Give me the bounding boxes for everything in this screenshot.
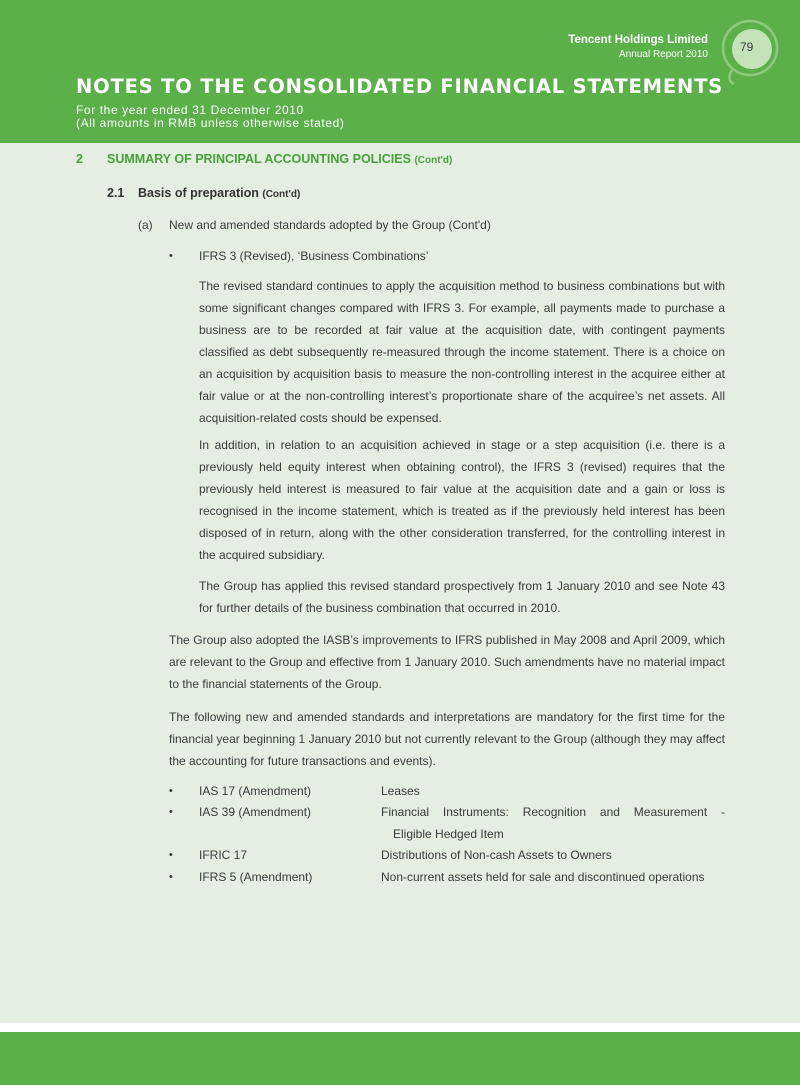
bullet-icon: • [169, 806, 173, 818]
subsection-title [138, 186, 300, 200]
improvements-paragraph: The Group also adopted the IASB’s improvements to IFRS published in May 2008 and April 2009, which are relevant to the Group and effective from 1 January 2010. Such amendments have no material impact to the financial statements of the Group. [169, 633, 725, 691]
bullet-icon: • [169, 250, 173, 262]
section-title-text: SUMMARY OF PRINCIPAL ACCOUNTING POLICIES [107, 152, 411, 166]
section-title [107, 152, 452, 166]
subtitle-period: For the year ended 31 December 2010 [76, 103, 304, 117]
page-footer [0, 1032, 800, 1085]
item-a-text: New and amended standards adopted by the Group (Cont'd) [169, 218, 491, 232]
item-a-label: (a) [138, 218, 153, 232]
ifrs3-paragraph-1: The revised standard continues to apply the acquisition method to business combinations but with some significant changes compared with IFRS 3. For example, all payments made to purchase a business are to be recorded at fair value at the acquisition date, with contingent payments classified as debt subsequently re-measured through the income statement. There is a choice on an acquisition by acquisition basis to measure the non-controlling interest in the acquiree either at fair value or at the non-controlling interest’s proportionate share of the acquiree’s net assets. All acquisition-related costs should be expensed. [199, 279, 725, 425]
subsection-number: 2.1 [107, 186, 125, 200]
subsection-title-text: Basis of preparation [138, 186, 259, 200]
mandatory-standards-paragraph: The following new and amended standards and interpretations are mandatory for the first time for the financial year beginning 1 January 2010 but not currently relevant to the Group (although they may affect the accounting for future transactions and events). [169, 710, 725, 768]
page-number: 79 [740, 40, 754, 54]
standard-description: Distributions of Non-cash Assets to Owners [381, 848, 612, 862]
section-contd: (Cont'd) [414, 155, 453, 166]
ifrs3-paragraph-2: In addition, in relation to an acquisition achieved in stage or a step acquisition (i.e. there is a previously held equity interest when obtaining control), the IFRS 3 (revised) requires that the previously held interest is measured to fair value at the acquisition date and a gain or loss is recognised in the income statement, which is treated as if the previously held interest has been disposed of in return, along with the other consideration transferred, for the controlling interest in the acquired subsidiary. [199, 438, 725, 562]
report-name: Annual Report 2010 [619, 49, 708, 60]
section-number: 2 [76, 152, 83, 166]
page-number-circle-icon [718, 14, 800, 94]
standard-name: IAS 39 (Amendment) [199, 805, 312, 819]
standard-name: IFRIC 17 [199, 848, 248, 862]
page-header [0, 0, 800, 143]
standard-description: Leases [381, 784, 420, 798]
subtitle-currency: (All amounts in RMB unless otherwise stated) [76, 116, 345, 130]
standard-name: IAS 17 (Amendment) [199, 784, 312, 798]
standard-description-continued: Eligible Hedged Item [393, 827, 504, 841]
standard-name: IFRS 5 (Amendment) [199, 870, 313, 884]
page-title: NOTES TO THE CONSOLIDATED FINANCIAL STATEMENTS [76, 75, 724, 98]
bullet-icon: • [169, 785, 173, 797]
subsection-contd: (Cont'd) [262, 189, 301, 200]
standard-description: Financial Instruments: Recognition and Measurement - [381, 805, 725, 819]
company-name: Tencent Holdings Limited [568, 34, 708, 46]
bullet-icon: • [169, 871, 173, 883]
ifrs3-title: IFRS 3 (Revised), ‘Business Combinations’ [199, 249, 429, 263]
bullet-icon: • [169, 849, 173, 861]
ifrs3-paragraph-3: The Group has applied this revised standard prospectively from 1 January 2010 and see Note 43 for further details of the business combination that occurred in 2010. [199, 579, 725, 615]
page-subtitle [76, 104, 345, 130]
standard-description: Non-current assets held for sale and discontinued operations [381, 870, 705, 884]
